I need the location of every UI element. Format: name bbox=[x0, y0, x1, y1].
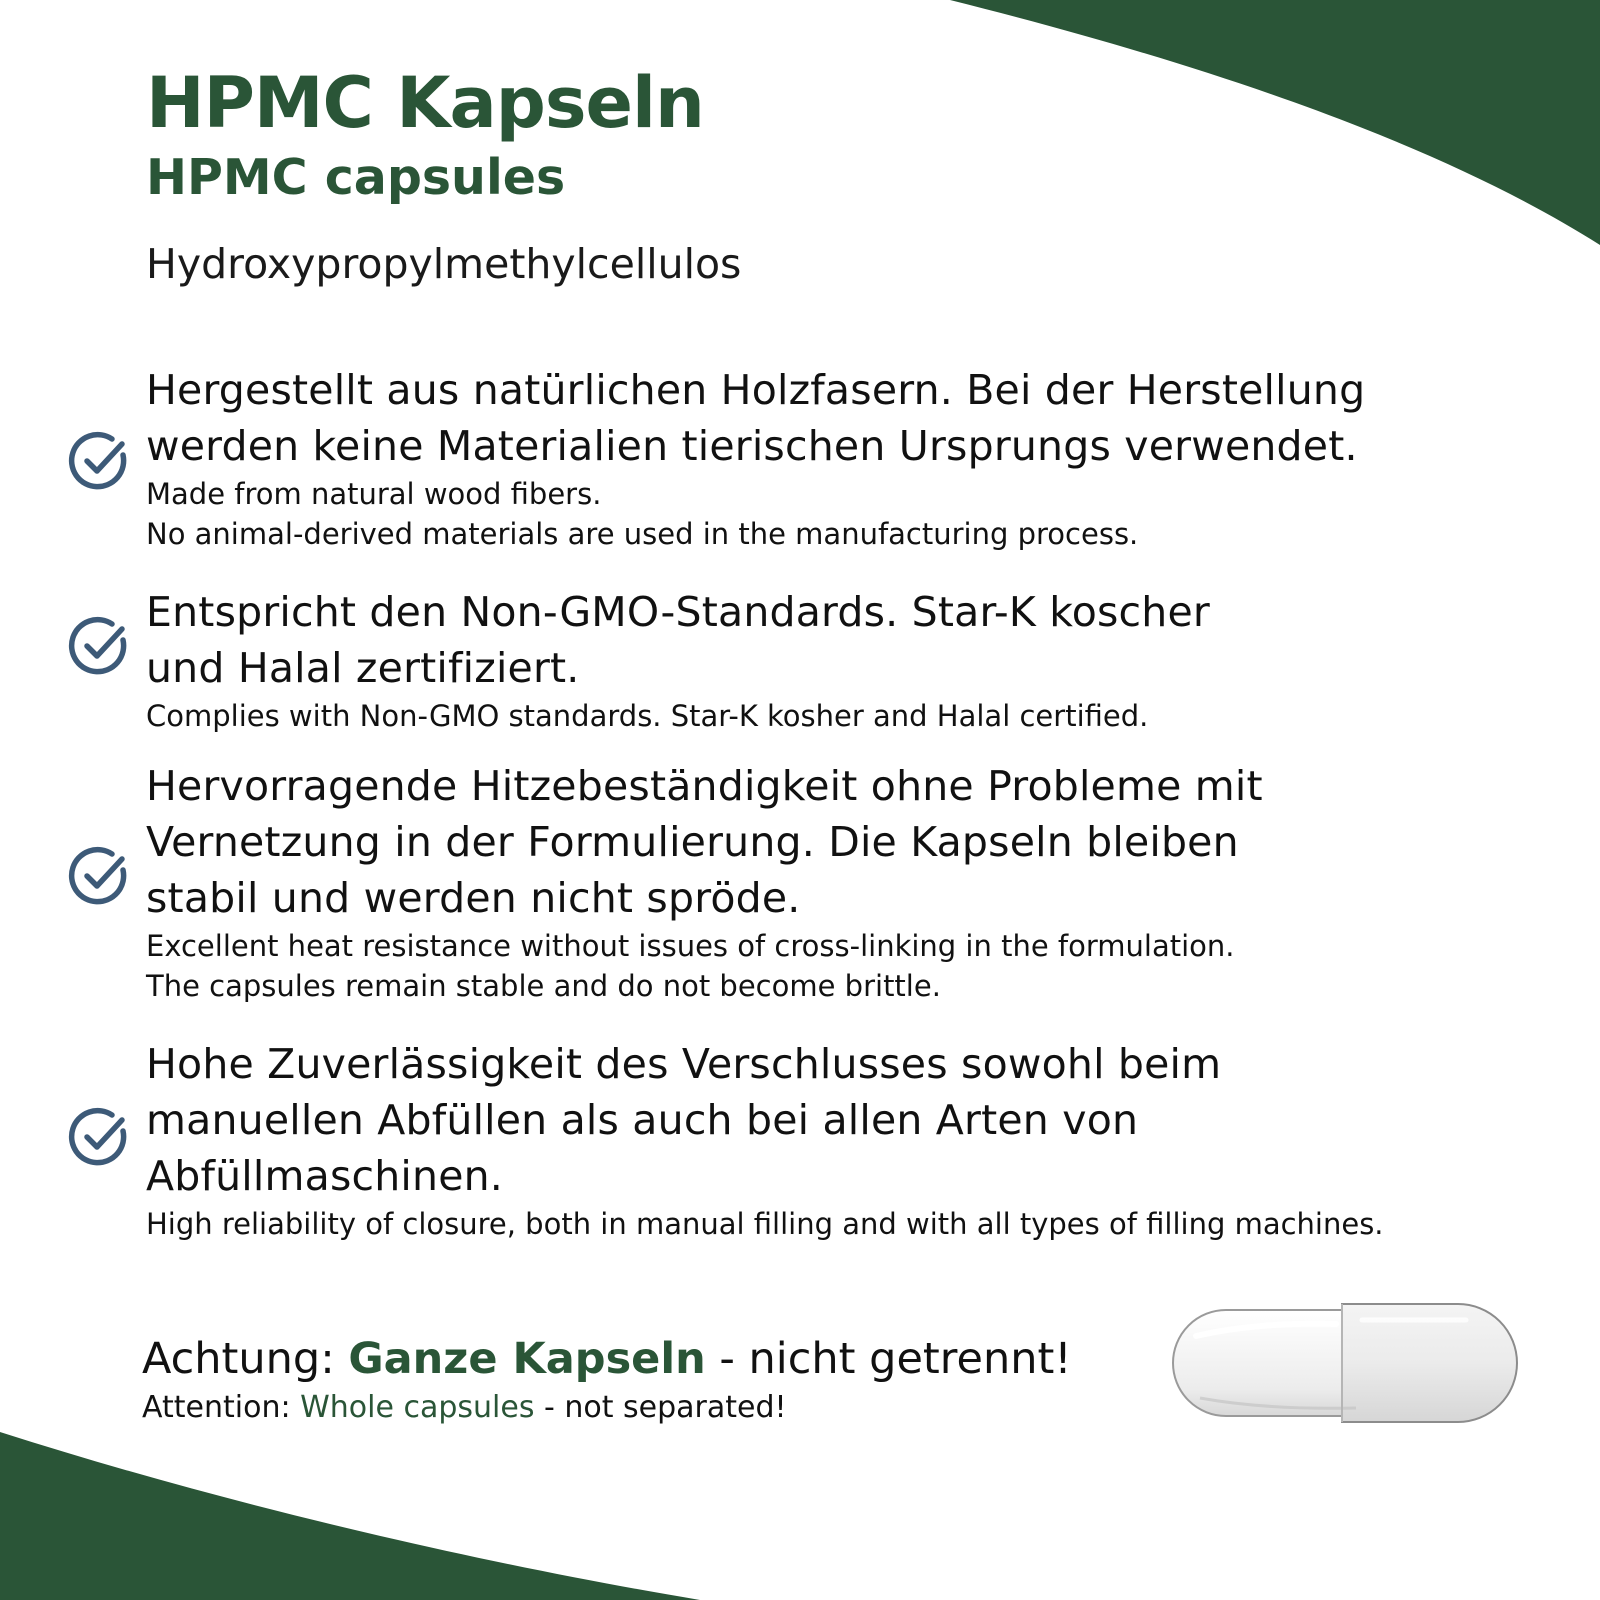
feature-text-en bbox=[146, 696, 1586, 736]
page-title: HPMC Kapseln bbox=[146, 62, 704, 144]
feature-text-de-line: manuellen Abfüllen als auch bei allen Arten von bbox=[146, 1096, 1139, 1144]
feature-text-de bbox=[146, 1036, 1586, 1204]
feature-text-de-line: und Halal zertifiziert. bbox=[146, 644, 580, 692]
feature-text-de-line: Vernetzung in der Formulierung. Die Kapseln bleiben bbox=[146, 818, 1239, 866]
check-circle-icon bbox=[66, 1104, 132, 1170]
feature-item bbox=[146, 758, 1586, 1006]
attention-text-de bbox=[142, 1330, 1072, 1388]
feature-text-de bbox=[146, 362, 1586, 474]
feature-text-en-line: Complies with Non-GMO standards. Star-K kosher and Halal certified. bbox=[146, 699, 1149, 733]
feature-text-de bbox=[146, 584, 1586, 696]
feature-text-de-line: Hohe Zuverlässigkeit des Verschlusses sowohl beim bbox=[146, 1040, 1222, 1088]
check-circle-icon bbox=[66, 843, 132, 909]
feature-text-en-line: The capsules remain stable and do not become brittle. bbox=[146, 969, 941, 1003]
attention-prefix-en: Attention: bbox=[142, 1390, 301, 1425]
check-circle-icon bbox=[66, 613, 132, 679]
feature-text-de bbox=[146, 758, 1586, 926]
page-subtitle: HPMC capsules bbox=[146, 149, 566, 206]
attention-text-en bbox=[142, 1388, 1072, 1428]
capsule-icon bbox=[1166, 1300, 1518, 1426]
feature-text-de-line: Hergestellt aus natürlichen Holzfasern. Bei der Herstellung bbox=[146, 366, 1366, 414]
feature-text-en-line: Made from natural wood fibers. bbox=[146, 477, 602, 511]
check-circle-icon bbox=[66, 428, 132, 494]
attention-highlight-en: Whole capsules bbox=[300, 1390, 535, 1425]
feature-text-de-line: stabil und werden nicht spröde. bbox=[146, 874, 801, 922]
feature-text-de-line: werden keine Materialien tierischen Ursprungs verwendet. bbox=[146, 422, 1358, 470]
feature-item bbox=[146, 1036, 1586, 1244]
attention-highlight-de: Ganze Kapseln bbox=[348, 1334, 706, 1384]
attention-prefix-de: Achtung: bbox=[142, 1334, 349, 1384]
feature-text-en-line: No animal-derived materials are used in the manufacturing process. bbox=[146, 517, 1139, 551]
attention-suffix-de: - nicht getrennt! bbox=[705, 1334, 1072, 1384]
feature-text-en bbox=[146, 926, 1586, 1006]
feature-text-de-line: Abfüllmaschinen. bbox=[146, 1152, 504, 1200]
feature-item bbox=[146, 584, 1586, 736]
feature-item bbox=[146, 362, 1586, 554]
feature-text-de-line: Hervorragende Hitzebeständigkeit ohne Probleme mit bbox=[146, 762, 1263, 810]
attention-suffix-en: - not separated! bbox=[534, 1390, 787, 1425]
feature-text-en-line: Excellent heat resistance without issues of cross-linking in the formulation. bbox=[146, 929, 1235, 963]
chemical-name: Hydroxypropylmethylcellulos bbox=[146, 240, 742, 288]
feature-text-en-line: High reliability of closure, both in manual filling and with all types of filling machines. bbox=[146, 1207, 1384, 1241]
feature-text-en bbox=[146, 1204, 1586, 1244]
feature-text-de-line: Entspricht den Non-GMO-Standards. Star-K koscher bbox=[146, 588, 1210, 636]
feature-text-en bbox=[146, 474, 1586, 554]
attention-note bbox=[142, 1330, 1072, 1428]
